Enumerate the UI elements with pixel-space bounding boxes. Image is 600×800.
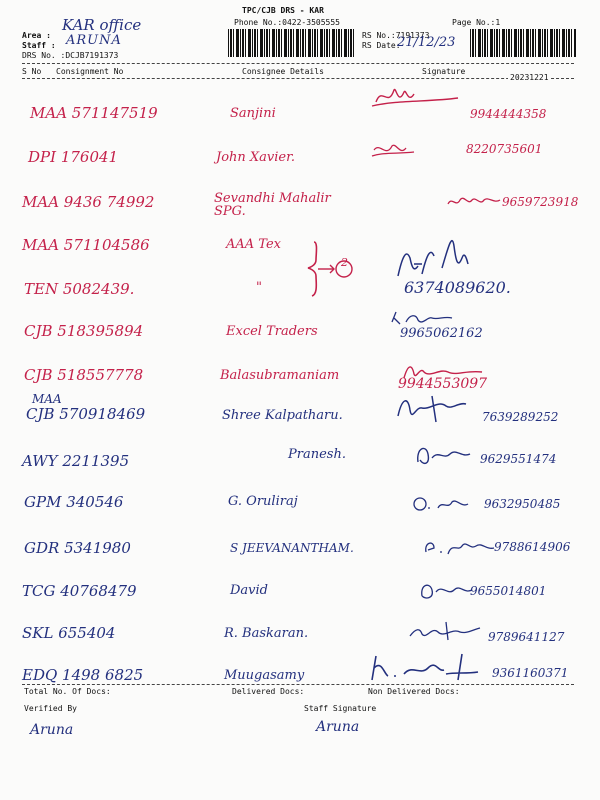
consignee-phone: 9788614906 xyxy=(494,540,571,554)
consignee-name: G. Oruliraj xyxy=(228,494,298,509)
consignment-number: GDR 5341980 xyxy=(24,539,131,557)
consignment-number: SKL 655404 xyxy=(22,624,116,642)
consignee-phone: 9655014801 xyxy=(470,584,547,598)
consignment-number: EDQ 1498 6825 xyxy=(22,666,144,684)
consignment-number: CJB 570918469 xyxy=(26,405,146,423)
consignee-phone: 9361160371 xyxy=(492,666,569,680)
signature-row-10 xyxy=(408,492,478,516)
staff-label: Staff : xyxy=(22,41,56,50)
consignee-name: David xyxy=(230,583,268,598)
consignee-phone: 9632950485 xyxy=(484,497,561,511)
consignee-name: Excel Traders xyxy=(226,324,318,339)
consignment-number: MAA 571104586 xyxy=(22,236,150,254)
verified-by-label: Verified By xyxy=(24,704,77,713)
verified-by-signature: Aruna xyxy=(30,722,74,738)
col-consignee: Consignee Details xyxy=(242,67,324,76)
consignee-phone: 6374089620. xyxy=(404,278,511,297)
consignee-phone: 9789641127 xyxy=(488,630,565,644)
consignment-number: GPM 340546 xyxy=(24,493,124,511)
rs-number: RS No.:7191373 xyxy=(362,31,430,40)
signature-row-6 xyxy=(388,308,458,330)
signature-row-1 xyxy=(368,82,468,112)
consignee-name: Muugasamy xyxy=(224,668,305,683)
consignment-number: MAA 9436 74992 xyxy=(22,193,155,211)
consignee-name: R. Baskaran. xyxy=(224,626,309,641)
total-docs-label: Total No. Of Docs: xyxy=(24,687,111,696)
rs-date-value: 21/12/23 xyxy=(397,35,456,50)
consignment-number: CJB 518557778 xyxy=(24,366,144,384)
signature-row-2 xyxy=(370,140,420,162)
sheet-title: TPC/CJB DRS - KAR xyxy=(242,6,324,15)
consignment-number: AWY 2211395 xyxy=(22,452,130,470)
consignee-phone: 9659723918 xyxy=(502,195,579,209)
footer-divider xyxy=(22,684,574,685)
consignee-phone: 7639289252 xyxy=(482,410,559,424)
signature-row-8 xyxy=(392,392,482,426)
header-divider-bottom xyxy=(22,78,574,79)
consignment-number: MAA 571147519 xyxy=(30,104,158,122)
signature-row-9 xyxy=(412,440,478,468)
consignment-number: TCG 40768479 xyxy=(22,582,137,600)
circle-mark-number: 2 xyxy=(341,256,348,269)
signature-row-7 xyxy=(400,360,490,384)
consignee-phone: 9965062162 xyxy=(400,326,483,341)
consignment-number: CJB 518395894 xyxy=(24,322,144,340)
consignee-name: Sevandhi Mahalir SPG. xyxy=(214,191,331,219)
signature-row-12 xyxy=(416,578,476,602)
bracket-mark xyxy=(296,238,366,304)
consignee-name: Balasubramaniam xyxy=(220,368,340,383)
area-label: Area : xyxy=(22,31,51,40)
signature-row-4 xyxy=(392,228,492,284)
consignment-number: TEN 5082439. xyxy=(24,280,135,298)
consignee-name: Pranesh. xyxy=(288,447,346,462)
consignee-name: S JEEVANANTHAM. xyxy=(230,541,354,555)
col-sno: S No xyxy=(22,67,42,76)
col-signature: Signature xyxy=(422,67,466,76)
rs-date-label: RS Date: xyxy=(362,41,401,50)
staff-signature: Aruna xyxy=(316,719,360,735)
consignee-name: AAA Tex xyxy=(226,237,281,252)
page-number: Page No.:1 xyxy=(452,18,501,27)
consignment-number: DPI 176041 xyxy=(28,148,119,166)
signature-row-3 xyxy=(444,190,504,212)
col-consignment: Consignment No xyxy=(56,67,124,76)
page-barcode xyxy=(470,29,576,57)
consignee-phone: 9629551474 xyxy=(480,452,557,466)
consignee-name: Sanjini xyxy=(230,106,276,121)
signature-row-14 xyxy=(366,650,486,686)
consignee-name: " xyxy=(256,280,262,295)
staff-signature-label: Staff Signature xyxy=(304,704,377,713)
consignee-phone: 8220735601 xyxy=(466,142,543,156)
drs-barcode xyxy=(228,29,354,57)
signature-row-11 xyxy=(420,536,500,560)
phone-number: Phone No.:0422-3505555 xyxy=(234,18,340,27)
maa-prefix-note: MAA xyxy=(32,392,62,406)
date-stamp: 20231221 xyxy=(510,73,549,82)
consignee-phone: 9944553097 xyxy=(398,376,488,392)
consignee-phone: 9944444358 xyxy=(470,107,547,121)
drs-number: DRS No. :DCJB7191373 xyxy=(22,51,119,60)
header-divider-top xyxy=(22,63,574,64)
non-delivered-docs-label: Non Delivered Docs: xyxy=(368,687,460,696)
area-value: KAR office xyxy=(62,16,142,34)
signature-row-13 xyxy=(406,620,486,644)
consignee-name: Shree Kalpatharu. xyxy=(222,408,343,423)
consignee-name: John Xavier. xyxy=(216,150,296,165)
delivered-docs-label: Delivered Docs: xyxy=(232,687,305,696)
staff-value: ARUNA xyxy=(66,33,122,48)
